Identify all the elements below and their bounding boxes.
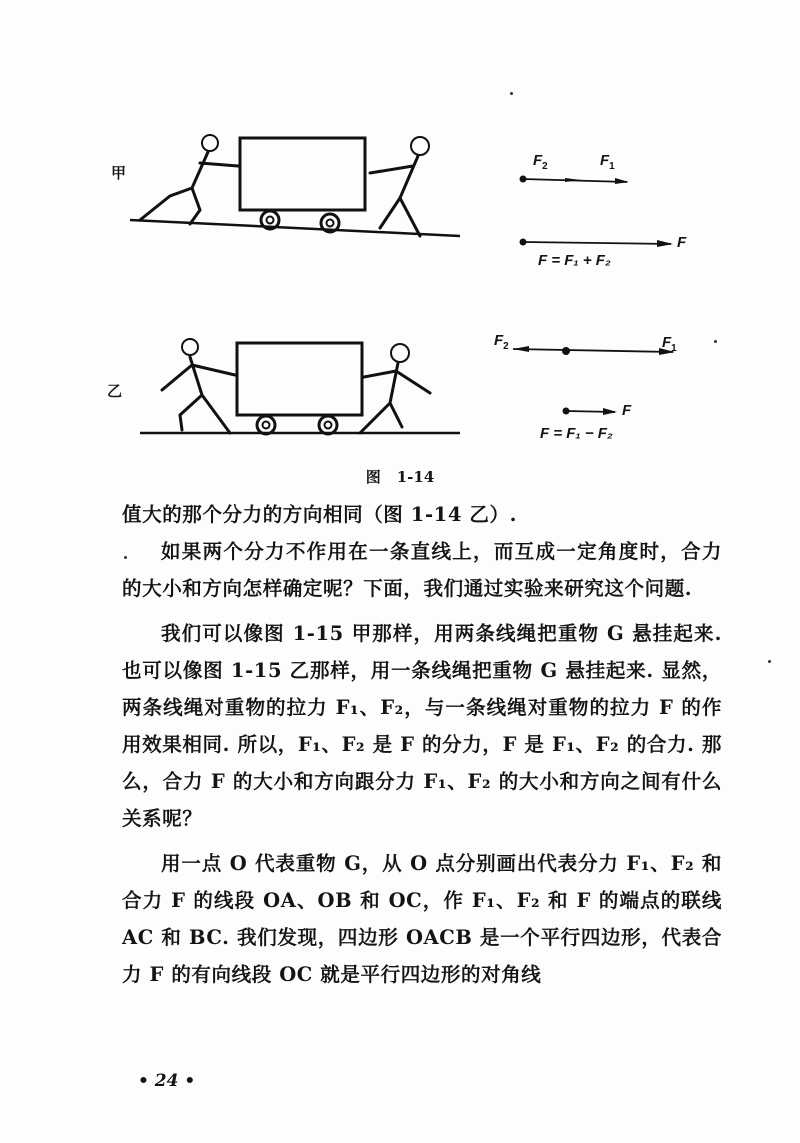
paragraph-1: 值大的那个分力的方向相同（图 1-14 乙）.: [122, 503, 517, 526]
panel-a-vector-diagram: [515, 170, 695, 255]
panel-b-illustration: [140, 335, 470, 440]
equation-a: F = F₁ + F₂: [538, 252, 611, 269]
paragraph-2: 如果两个分力不作用在一条直线上，而互成一定角度时，合力的大小和方向怎样确定呢？下面，我们通过实验来研究这个问题.: [122, 540, 722, 600]
paragraph-4: 用一点 O 代表重物 G，从 O 点分别画出代表分力 F₁、F₂ 和合力 F 的线段 OA、OB 和 OC，作 F₁、F₂ 和 F 的端点的联线 AC 和 BC. 我们发现，四边形 OACB 是一个平行四边形，代表合力 F 的有向线段 OC 就是平行四边形的对角线: [122, 852, 722, 986]
panel-a-label: 甲: [111, 164, 127, 182]
caption-prefix: 图: [365, 468, 381, 486]
panel-b-vector-diagram: [505, 340, 685, 420]
f1-label-b: $F_1$: [662, 334, 677, 354]
equation-b: F = F₁ − F₂: [540, 425, 613, 442]
scan-speck: [510, 92, 513, 95]
body-text: [122, 496, 722, 993]
scan-speck: [124, 556, 127, 559]
f2-label-a: $F_2$: [533, 152, 548, 172]
resultant-label-a: F: [677, 234, 687, 251]
page-number: • 24 •: [138, 1071, 196, 1091]
panel-a-illustration: [130, 128, 470, 240]
panel-b-label: 乙: [107, 382, 123, 400]
paragraph-3: 我们可以像图 1-15 甲那样，用两条线绳把重物 G 悬挂起来. 也可以像图 1-15 乙那样，用一条线绳把重物 G 悬挂起来. 显然，两条线绳对重物的拉力 F₁、F₂，与一条线绳对重物的拉力 F 的作用效果相同. 所以，F₁、F₂ 是 F 的分力，F 是 F₁、F₂ 的合力. 那么，合力 F 的大小和方向跟分力 F₁、F₂ 的大小和方向之间有什么关系呢？: [122, 622, 722, 830]
scan-speck: [768, 660, 771, 663]
figure-caption: [0, 466, 800, 487]
scan-speck: [714, 340, 717, 343]
caption-number: 1-14: [396, 468, 435, 486]
f1-label-a: $F_1$: [600, 152, 615, 172]
f2-label-b: $F_2$: [494, 332, 509, 352]
resultant-label-b: F: [622, 402, 632, 419]
